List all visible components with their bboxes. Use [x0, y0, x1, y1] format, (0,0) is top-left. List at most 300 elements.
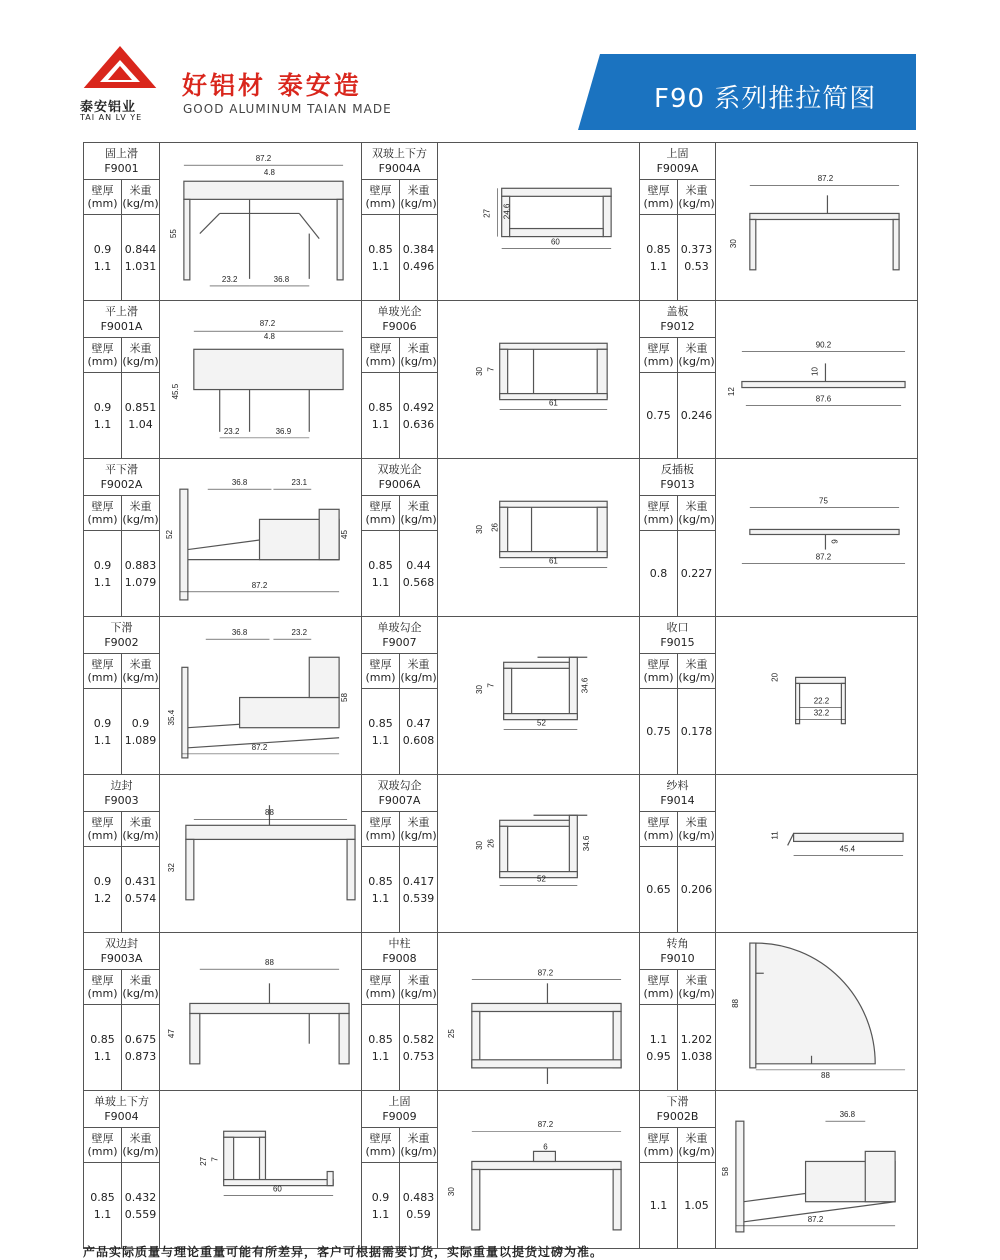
weight-header [122, 970, 160, 1005]
weight-header [122, 654, 160, 689]
thickness-values [640, 373, 678, 459]
profile-drawing-f9004a [438, 143, 640, 301]
profile-name-cell [640, 301, 716, 338]
thickness-header [84, 812, 122, 847]
thickness-label: 壁厚 [369, 974, 392, 987]
weight-values [122, 1163, 160, 1249]
profile-section-diagram [160, 775, 361, 932]
weight-value: 0.851 [124, 400, 157, 414]
thickness-values [362, 373, 400, 459]
thickness-unit: (mm) [365, 197, 396, 210]
dimension-label: 4.8 [263, 168, 276, 178]
dimension-label: 45.4 [839, 844, 856, 854]
profile-name-cell [84, 301, 160, 338]
weight-unit: (kg/m) [400, 355, 437, 368]
weight-value: 1.202 [680, 1032, 713, 1046]
weight-value: 0.539 [402, 891, 435, 905]
thickness-value: 0.85 [368, 874, 393, 888]
thickness-value: 1.1 [93, 1049, 112, 1063]
profile-section-diagram [716, 617, 917, 774]
profile-drawing-f9003 [160, 775, 362, 933]
weight-values [678, 531, 716, 617]
weight-value: 0.373 [680, 242, 713, 256]
profile-section-diagram [438, 617, 639, 774]
weight-header [400, 654, 438, 689]
profile-name: 单玻上下方 [94, 1095, 149, 1108]
weight-label: 米重 [129, 974, 152, 987]
profile-code: F9003A [100, 952, 143, 965]
weight-unit: (kg/m) [678, 671, 715, 684]
weight-value: 0.431 [124, 874, 157, 888]
dimension-label: 87.2 [537, 968, 554, 978]
thickness-value: 0.9 [371, 1190, 390, 1204]
weight-unit: (kg/m) [400, 671, 437, 684]
profile-code: F9012 [660, 320, 695, 333]
thickness-label: 壁厚 [91, 974, 114, 987]
thickness-unit: (mm) [643, 197, 674, 210]
profile-drawing-f9013 [716, 459, 918, 617]
profile-drawing-f9006 [438, 301, 640, 459]
table-row [84, 1091, 918, 1128]
profile-name-cell [640, 1091, 716, 1128]
profile-drawing-f9009 [438, 1091, 640, 1249]
dimension-label: 90.2 [815, 340, 832, 350]
thickness-value: 1.1 [371, 417, 390, 431]
weight-value: 1.038 [680, 1049, 713, 1063]
profile-code: F9003 [104, 794, 139, 807]
dimension-label: 25 [446, 1029, 456, 1039]
weight-values [122, 689, 160, 775]
thickness-value: 0.75 [646, 725, 671, 738]
thickness-label: 壁厚 [369, 1132, 392, 1145]
weight-label: 米重 [685, 500, 708, 513]
weight-value: 1.031 [124, 259, 157, 273]
weight-unit: (kg/m) [400, 513, 437, 526]
dimension-label: 30 [446, 1187, 456, 1197]
thickness-values [362, 689, 400, 775]
profile-section-diagram [160, 143, 361, 300]
profile-code: F9006A [378, 478, 421, 491]
thickness-unit: (mm) [87, 987, 118, 1000]
dimension-label: 34.6 [582, 835, 592, 852]
profile-code: F9004A [378, 162, 421, 175]
dimension-label: 88 [265, 808, 274, 818]
profile-code: F9001A [100, 320, 143, 333]
weight-header [122, 496, 160, 531]
profile-code: F9007A [378, 794, 421, 807]
thickness-values [640, 215, 678, 301]
weight-label: 米重 [407, 816, 430, 829]
dimension-label: 23.1 [291, 478, 308, 488]
thickness-header [640, 180, 678, 215]
thickness-value: 0.85 [90, 1190, 115, 1204]
weight-value: 0.53 [684, 259, 709, 273]
thickness-unit: (mm) [87, 829, 118, 842]
weight-header [400, 970, 438, 1005]
dimension-label: 35.4 [166, 709, 176, 726]
profile-name: 平上滑 [105, 305, 138, 318]
weight-header [678, 654, 716, 689]
weight-values [678, 1005, 716, 1091]
dimension-label: 45.5 [170, 383, 180, 400]
dimension-label: 12 [726, 387, 736, 397]
weight-header [678, 496, 716, 531]
profile-name: 下滑 [666, 1095, 689, 1108]
profile-section-diagram [160, 1091, 361, 1248]
thickness-value: 0.85 [646, 242, 671, 256]
profile-drawing-f9014 [716, 775, 918, 933]
weight-value: 0.608 [402, 733, 435, 747]
weight-unit: (kg/m) [400, 987, 437, 1000]
weight-value: 0.568 [402, 575, 435, 589]
profile-drawing-f9001a [160, 301, 362, 459]
profile-code: F9002 [104, 636, 139, 649]
profile-name: 单玻光企 [377, 305, 422, 318]
profile-drawing-f9015 [716, 617, 918, 775]
profile-name-cell [640, 459, 716, 496]
table-row [84, 301, 918, 338]
dimension-label: 52 [164, 530, 174, 539]
dimension-label: 36.8 [231, 478, 248, 488]
thickness-unit: (mm) [643, 1145, 674, 1158]
weight-unit: (kg/m) [678, 829, 715, 842]
weight-unit: (kg/m) [122, 513, 159, 526]
dimension-label: 26 [486, 838, 496, 848]
thickness-label: 壁厚 [647, 1132, 670, 1145]
thickness-value: 1.1 [371, 575, 390, 589]
weight-value: 0.582 [402, 1032, 435, 1046]
thickness-value: 1.1 [93, 259, 112, 273]
weight-label: 米重 [407, 1132, 430, 1145]
page-header [0, 0, 1000, 140]
weight-label: 米重 [129, 342, 152, 355]
thickness-label: 壁厚 [647, 816, 670, 829]
weight-unit: (kg/m) [122, 1145, 159, 1158]
profile-name-cell [640, 775, 716, 812]
thickness-value: 0.8 [649, 567, 668, 580]
profile-table [83, 142, 918, 1249]
weight-header [122, 812, 160, 847]
weight-label: 米重 [129, 500, 152, 513]
profile-code: F9015 [660, 636, 695, 649]
thickness-value: 1.2 [93, 891, 112, 905]
dimension-label: 6 [543, 1142, 548, 1152]
weight-value: 0.9 [131, 716, 150, 730]
weight-header [678, 180, 716, 215]
brand-name-en: TAI AN LV YE [80, 113, 143, 122]
dimension-label: 11 [770, 831, 780, 840]
thickness-label: 壁厚 [91, 1132, 114, 1145]
profile-code: F9010 [660, 952, 695, 965]
thickness-values [84, 531, 122, 617]
weight-value: 0.384 [402, 242, 435, 256]
dimension-label: 61 [549, 556, 558, 566]
profile-drawing-f9006a [438, 459, 640, 617]
profile-name: 固上滑 [105, 147, 138, 160]
dimension-label: 10 [810, 366, 820, 376]
dimension-label: 87.2 [537, 1120, 554, 1130]
weight-value: 0.496 [402, 259, 435, 273]
thickness-value: 1.1 [371, 891, 390, 905]
thickness-unit: (mm) [365, 355, 396, 368]
profile-code: F9007 [382, 636, 417, 649]
weight-unit: (kg/m) [122, 197, 159, 210]
weight-value: 0.753 [402, 1049, 435, 1063]
profile-section-diagram [438, 933, 639, 1090]
weight-unit: (kg/m) [678, 355, 715, 368]
weight-value: 0.636 [402, 417, 435, 431]
weight-value: 0.483 [402, 1190, 435, 1204]
profile-drawing-f9007a [438, 775, 640, 933]
profile-drawing-f9002b [716, 1091, 918, 1249]
profile-section-diagram [716, 933, 917, 1090]
weight-unit: (kg/m) [678, 1145, 715, 1158]
thickness-header [362, 654, 400, 689]
profile-name: 边封 [110, 779, 133, 792]
thickness-unit: (mm) [365, 1145, 396, 1158]
dimension-label: 52 [537, 718, 546, 728]
weight-values [122, 847, 160, 933]
weight-value: 0.178 [680, 725, 713, 738]
table-row [84, 933, 918, 970]
weight-values [122, 373, 160, 459]
dimension-label: 7 [486, 683, 496, 688]
dimension-label: 32.2 [813, 708, 830, 718]
weight-header [122, 180, 160, 215]
thickness-values [362, 1005, 400, 1091]
thickness-value: 0.9 [93, 716, 112, 730]
thickness-values [640, 689, 678, 775]
weight-value: 1.089 [124, 733, 157, 747]
weight-unit: (kg/m) [122, 671, 159, 684]
profile-name-cell [362, 775, 438, 812]
weight-values [122, 531, 160, 617]
thickness-label: 壁厚 [647, 500, 670, 513]
thickness-header [84, 496, 122, 531]
thickness-value: 1.1 [649, 259, 668, 273]
weight-value: 0.675 [124, 1032, 157, 1046]
weight-values [400, 531, 438, 617]
profile-name: 中柱 [388, 937, 411, 950]
profile-section-diagram [160, 933, 361, 1090]
thickness-unit: (mm) [87, 513, 118, 526]
dimension-label: 87.2 [259, 319, 276, 329]
thickness-value: 0.85 [368, 400, 393, 414]
thickness-header [84, 654, 122, 689]
weight-value: 0.559 [124, 1207, 157, 1221]
dimension-label: 9 [830, 539, 840, 544]
weight-unit: (kg/m) [122, 355, 159, 368]
thickness-unit: (mm) [365, 829, 396, 842]
thickness-values [640, 847, 678, 933]
dimension-label: 36.9 [275, 426, 292, 436]
thickness-values [84, 1005, 122, 1091]
weight-value: 1.05 [684, 1199, 709, 1212]
thickness-unit: (mm) [365, 987, 396, 1000]
profile-name: 双玻上下方 [372, 147, 428, 160]
weight-header [400, 180, 438, 215]
thickness-values [362, 215, 400, 301]
thickness-values [362, 847, 400, 933]
profile-section-diagram [438, 775, 639, 932]
dimension-label: 36.8 [273, 274, 290, 284]
profile-name-cell [362, 1091, 438, 1128]
thickness-value: 0.85 [368, 1032, 393, 1046]
weight-header [678, 338, 716, 373]
dimension-label: 45 [340, 530, 350, 539]
weight-values [400, 215, 438, 301]
profile-name: 下滑 [110, 621, 133, 634]
thickness-unit: (mm) [643, 513, 674, 526]
thickness-unit: (mm) [87, 671, 118, 684]
weight-unit: (kg/m) [400, 197, 437, 210]
table-row [84, 617, 918, 654]
thickness-header [362, 338, 400, 373]
thickness-label: 壁厚 [369, 816, 392, 829]
dimension-label: 23.2 [221, 274, 238, 284]
weight-label: 米重 [407, 658, 430, 671]
thickness-values [362, 1163, 400, 1249]
profile-code: F9004 [104, 1110, 139, 1123]
dimension-label: 88 [730, 998, 740, 1008]
profile-name-cell [362, 617, 438, 654]
thickness-value: 1.1 [93, 1207, 112, 1221]
thickness-values [84, 373, 122, 459]
thickness-label: 壁厚 [647, 658, 670, 671]
weight-header [400, 1128, 438, 1163]
thickness-header [84, 970, 122, 1005]
thickness-header [84, 1128, 122, 1163]
profile-drawing-f9009a [716, 143, 918, 301]
profile-name-cell [362, 143, 438, 180]
weight-header [122, 1128, 160, 1163]
profile-name: 双玻光企 [377, 463, 422, 476]
weight-header [678, 812, 716, 847]
weight-values [678, 215, 716, 301]
dimension-label: 34.6 [580, 677, 590, 694]
profile-section-diagram [438, 459, 639, 616]
weight-value: 0.844 [124, 242, 157, 256]
weight-value: 0.417 [402, 874, 435, 888]
weight-value: 1.04 [128, 417, 153, 431]
weight-values [678, 847, 716, 933]
dimension-label: 47 [166, 1029, 176, 1039]
thickness-unit: (mm) [643, 671, 674, 684]
thickness-value: 1.1 [649, 1199, 668, 1212]
dimension-label: 75 [819, 496, 828, 506]
dimension-label: 30 [474, 366, 484, 376]
weight-label: 米重 [129, 816, 152, 829]
thickness-unit: (mm) [365, 513, 396, 526]
profile-code: F9014 [660, 794, 695, 807]
dimension-label: 27 [198, 1156, 208, 1166]
weight-value: 0.574 [124, 891, 157, 905]
thickness-header [640, 1128, 678, 1163]
profile-section-diagram [438, 143, 639, 300]
dimension-label: 30 [728, 239, 738, 249]
weight-header [400, 496, 438, 531]
thickness-unit: (mm) [87, 197, 118, 210]
weight-value: 0.227 [680, 567, 713, 580]
thickness-value: 0.9 [93, 558, 112, 572]
thickness-header [640, 812, 678, 847]
profile-section-diagram [716, 775, 917, 932]
thickness-unit: (mm) [643, 987, 674, 1000]
profile-name: 上固 [666, 147, 689, 160]
thickness-label: 壁厚 [91, 658, 114, 671]
thickness-header [362, 1128, 400, 1163]
dimension-label: 88 [265, 958, 274, 968]
dimension-label: 24.6 [502, 203, 512, 220]
footer-note: 产品实际质量与理论重量可能有所差异，客户可根据需要订货，实际重量以提货过磅为准。 [83, 1245, 604, 1259]
dimension-label: 20 [770, 672, 780, 682]
dimension-label: 61 [549, 398, 558, 408]
thickness-label: 壁厚 [91, 816, 114, 829]
slogan-cn: 好铝材 泰安造 [182, 71, 362, 100]
weight-unit: (kg/m) [400, 1145, 437, 1158]
profile-code: F9001 [104, 162, 139, 175]
weight-unit: (kg/m) [122, 829, 159, 842]
dimension-label: 55 [168, 229, 178, 239]
profile-name-cell [84, 617, 160, 654]
profile-code: F9009A [656, 162, 699, 175]
weight-header [122, 338, 160, 373]
slogan-en: GOOD ALUMINUM TAIAN MADE [183, 102, 392, 116]
thickness-value: 0.9 [93, 400, 112, 414]
dimension-label: 30 [474, 840, 484, 850]
thickness-label: 壁厚 [369, 500, 392, 513]
page-title: F90 系列推拉简图 [654, 84, 877, 114]
weight-values [678, 689, 716, 775]
profile-name-cell [362, 301, 438, 338]
weight-label: 米重 [685, 816, 708, 829]
profile-section-diagram [716, 459, 917, 616]
weight-value: 0.432 [124, 1190, 157, 1204]
profile-name-cell [640, 143, 716, 180]
thickness-value: 0.85 [368, 558, 393, 572]
weight-header [678, 970, 716, 1005]
weight-value: 1.079 [124, 575, 157, 589]
profile-name: 单玻勾企 [377, 621, 422, 634]
weight-values [400, 1005, 438, 1091]
profile-name: 上固 [388, 1095, 411, 1108]
dimension-label: 87.2 [251, 580, 268, 590]
logo-icon [80, 44, 160, 94]
thickness-unit: (mm) [643, 355, 674, 368]
thickness-values [640, 531, 678, 617]
profile-code: F9002A [100, 478, 143, 491]
thickness-header [362, 812, 400, 847]
weight-values [400, 1163, 438, 1249]
dimension-label: 30 [474, 684, 484, 694]
thickness-unit: (mm) [643, 829, 674, 842]
profile-drawing-f9010 [716, 933, 918, 1091]
weight-unit: (kg/m) [678, 513, 715, 526]
weight-value: 0.206 [680, 883, 713, 896]
weight-label: 米重 [407, 184, 430, 197]
profile-name: 双玻勾企 [377, 779, 422, 792]
dimension-label: 87.2 [815, 552, 832, 562]
thickness-header [362, 970, 400, 1005]
thickness-values [362, 531, 400, 617]
thickness-header [640, 496, 678, 531]
dimension-label: 36.8 [839, 1110, 856, 1120]
profile-section-diagram [438, 1091, 639, 1248]
thickness-unit: (mm) [87, 355, 118, 368]
dimension-label: 60 [551, 237, 560, 247]
profile-code: F9009 [382, 1110, 417, 1123]
weight-label: 米重 [685, 658, 708, 671]
